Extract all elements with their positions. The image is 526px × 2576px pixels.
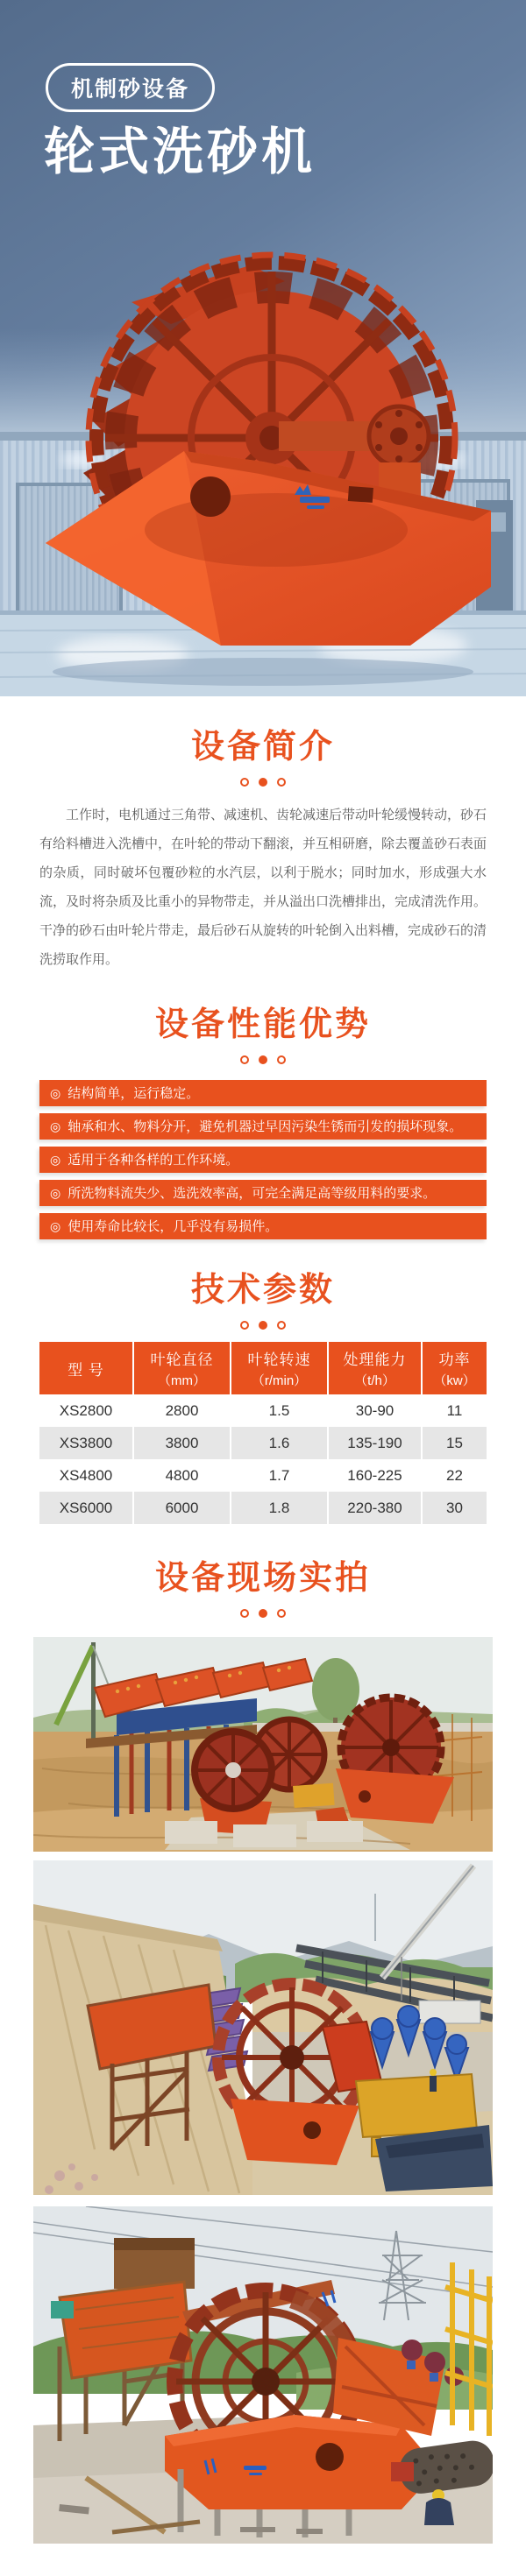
spec-cell: 1.7 (231, 1459, 328, 1492)
advantage-text: 使用寿命比较长，几乎没有易损件。 (68, 1219, 279, 1234)
spec-cell: 220-380 (328, 1492, 422, 1524)
advantage-item (39, 1180, 487, 1206)
spec-cell: 2800 (133, 1394, 231, 1427)
section-dots (0, 778, 526, 787)
spec-cell: 15 (446, 1434, 463, 1451)
spec-cell: XS2800 (39, 1394, 133, 1427)
advantage-item (39, 1113, 487, 1140)
advantage-text: 所洗物料流失少、选洗效率高，可完全满足高等级用料的要求。 (68, 1186, 437, 1201)
spec-row (39, 1427, 487, 1459)
spec-header-power: 功率 （kw） (422, 1342, 487, 1394)
spec-cell: 30 (446, 1499, 463, 1516)
site-photo-2 (33, 1860, 493, 2195)
dot-icon (277, 1321, 286, 1330)
spec-cell: 4800 (133, 1459, 231, 1492)
advantage-text: 结构简单，运行稳定。 (68, 1086, 200, 1101)
site-photo-1 (33, 1637, 493, 1852)
spec-cell: 160-225 (328, 1459, 422, 1492)
spec-cell: 135-190 (328, 1427, 422, 1459)
spec-header-row (39, 1342, 487, 1394)
intro-paragraph: 工作时，电机通过三角带、减速机、齿轮减速后带动叶轮缓慢转动，砂石有给料槽进入洗槽中，在叶轮的带动下翻滚，并互相研磨，除去覆盖砂石表面的杂质，同时破坏包覆砂粒的水汽层，以利于脱水；同时加水，形成强大水流，及时将杂质及比重小的异物带走，并从溢出口洗槽排出，完成清洗作用。干净的砂石由叶轮片带走，最后砂石从旋转的叶轮倒入出料槽，完成砂石的清洗捞取作用。 (39, 808, 487, 967)
section-gallery (0, 1550, 526, 2576)
product-title: 轮式洗砂机 (44, 124, 316, 180)
section-dots (0, 1055, 526, 1064)
section-advantages (0, 997, 526, 1239)
category-badge (46, 63, 215, 112)
spec-cell: 6000 (133, 1492, 231, 1524)
dot-icon (259, 1055, 267, 1064)
dot-icon (259, 1321, 267, 1330)
dot-icon (259, 778, 267, 787)
section-dots (0, 1609, 526, 1618)
bullseye-bullet-icon: ◎ (50, 1186, 61, 1200)
advantages-title: 设备性能优势 (154, 1006, 371, 1043)
sand-washer-illustration (0, 241, 526, 696)
advantage-text: 轴承和水、物料分开，避免机器过早因污染生锈而引发的损坏现象。 (68, 1119, 463, 1134)
spec-header-wheel-diameter: 叶轮直径 （mm） (133, 1342, 231, 1394)
spec-table (39, 1342, 487, 1524)
dot-icon (277, 1055, 286, 1064)
bullseye-bullet-icon: ◎ (50, 1219, 61, 1233)
intro-title: 设备简介 (190, 729, 335, 766)
advantage-item (39, 1213, 487, 1239)
bullseye-bullet-icon: ◎ (50, 1119, 61, 1133)
dot-icon (277, 1609, 286, 1618)
specs-title: 技术参数 (190, 1272, 335, 1309)
spec-row (39, 1394, 487, 1427)
spec-table-wrap (39, 1342, 487, 1524)
gallery-title: 设备现场实拍 (154, 1560, 371, 1597)
spec-cell: 3800 (133, 1427, 231, 1459)
hero-banner (0, 0, 526, 696)
spec-cell: 1.8 (231, 1492, 328, 1524)
site-photo-3 (33, 2206, 493, 2544)
bullseye-bullet-icon: ◎ (50, 1086, 61, 1100)
dot-icon (240, 1609, 249, 1618)
spec-row (39, 1492, 487, 1524)
section-dots (0, 1321, 526, 1330)
spec-cell: 22 (446, 1466, 463, 1484)
advantage-item (39, 1147, 487, 1173)
section-intro (0, 719, 526, 974)
spec-cell: 1.6 (231, 1427, 328, 1459)
category-badge-label: 机制砂设备 (71, 77, 190, 102)
dot-icon (240, 1321, 249, 1330)
advantage-text: 适用于各种各样的工作环境。 (68, 1153, 239, 1168)
dot-icon (240, 778, 249, 787)
advantage-item (39, 1080, 487, 1106)
spec-cell: 11 (446, 1401, 463, 1419)
dot-icon (277, 778, 286, 787)
spec-cell: XS6000 (39, 1492, 133, 1524)
advantage-list (39, 1080, 487, 1239)
section-specs (0, 1262, 526, 1524)
spec-header-model: 型 号 (39, 1342, 133, 1394)
spec-cell: XS4800 (39, 1459, 133, 1492)
spec-cell: 1.5 (231, 1394, 328, 1427)
spec-header-wheel-speed: 叶轮转速 （r/min） (231, 1342, 328, 1394)
dot-icon (240, 1055, 249, 1064)
spec-cell: XS3800 (39, 1427, 133, 1459)
spec-row (39, 1459, 487, 1492)
spec-header-capacity: 处理能力 （t/h） (328, 1342, 422, 1394)
bullseye-bullet-icon: ◎ (50, 1153, 61, 1167)
dot-icon (259, 1609, 267, 1618)
spec-cell: 30-90 (328, 1394, 422, 1427)
